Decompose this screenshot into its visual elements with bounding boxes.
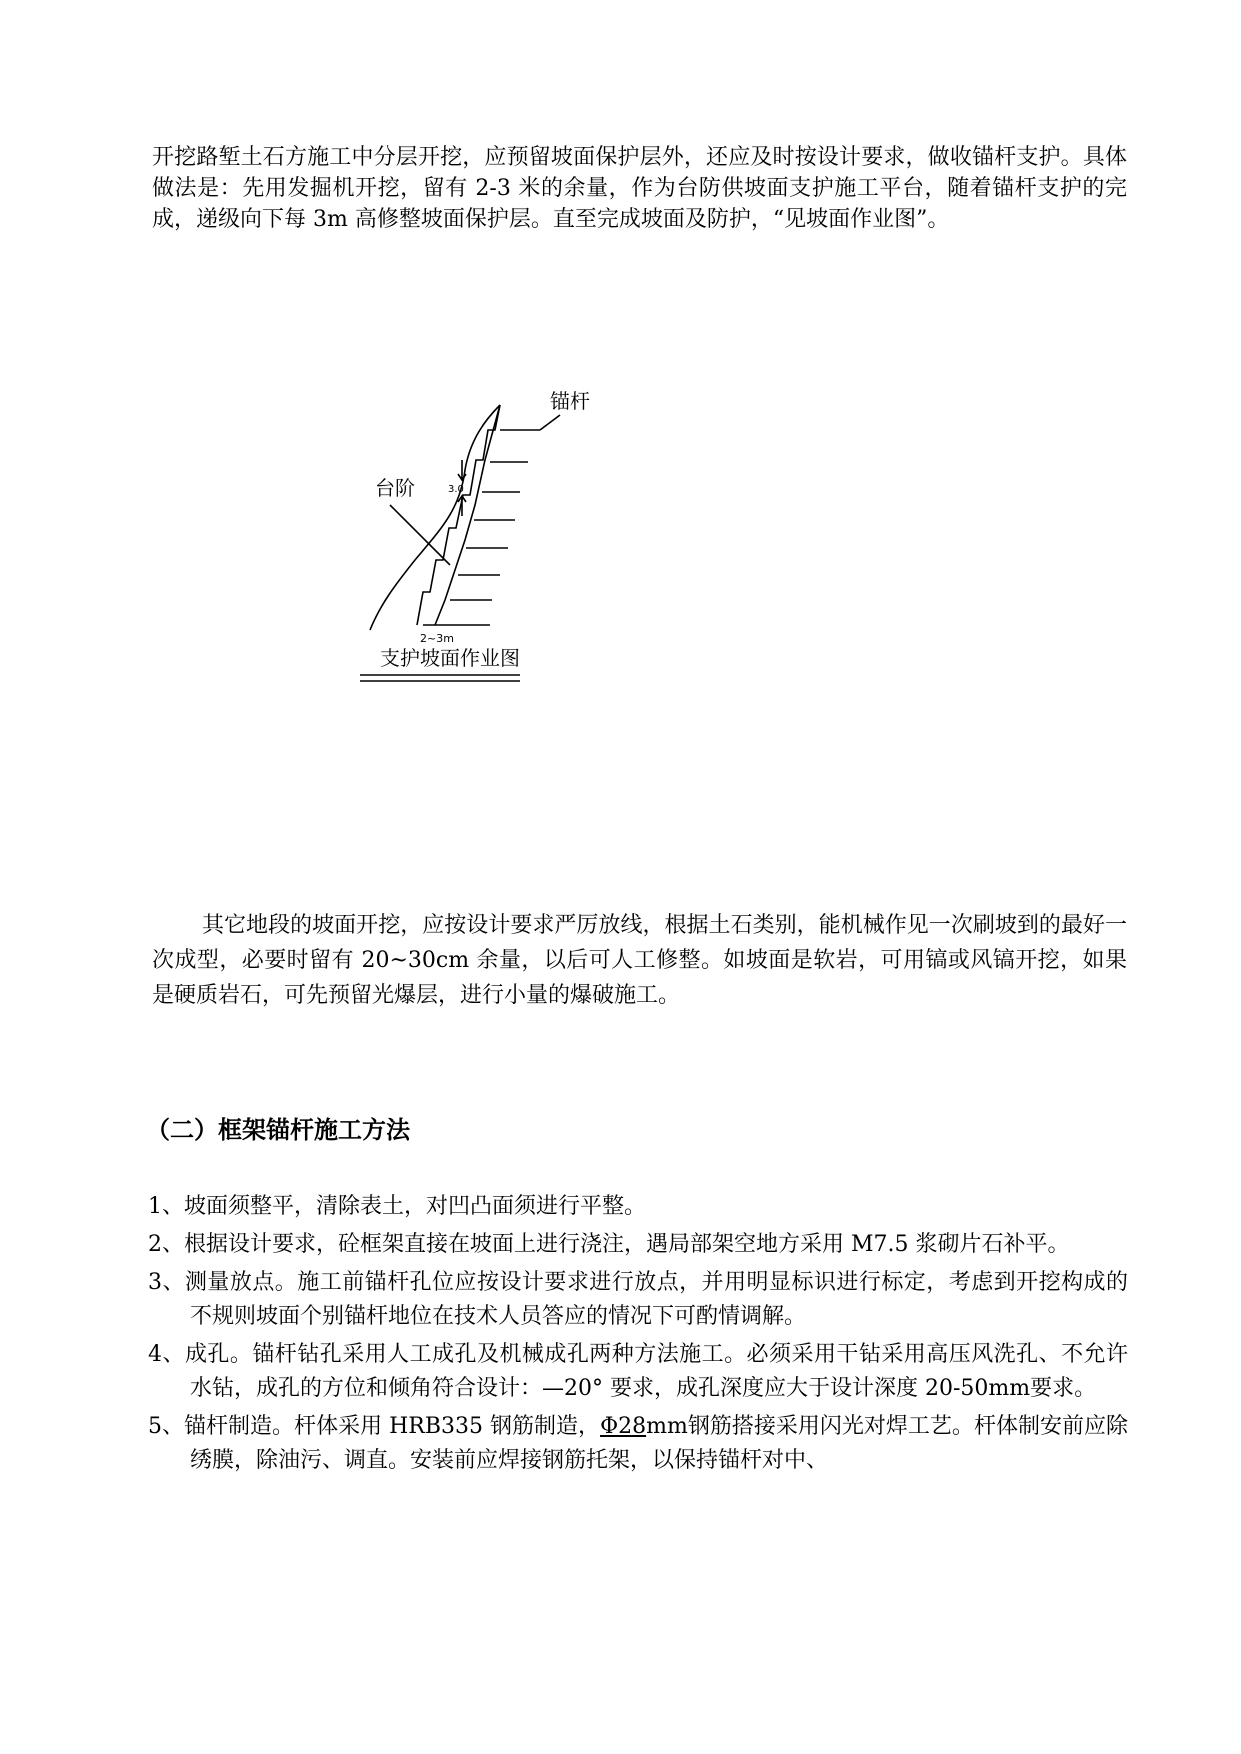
paragraph-other-sections: 其它地段的坡面开挖，应按设计要求严厉放线，根据土石类别，能机械作见一次刷坡到的最好一次成型，必要时留有 20~30cm 余量，以后可人工修整。如坡面是软岩，可用镐或风镐开挖，如果是硬质岩石，可先预留光爆层，进行小量的爆破施工。 <box>152 913 1127 1008</box>
list-item-text: 坡面须整平，清除表土，对凹凸面须进行平整。 <box>184 1194 647 1219</box>
step-label: 台阶 <box>375 476 415 500</box>
anchor-label: 锚杆 <box>550 389 590 413</box>
support-face-line <box>435 405 500 625</box>
list-item-number: 4、 <box>148 1342 185 1367</box>
height-dimension-label: 3.0 <box>448 484 464 495</box>
list-item-text: mm钢筋搭接采用闪光对焊工艺。杆体制安前应除绣膜，除油污、调直。安装前应焊接钢筋托架，以保持锚杆对中、 <box>190 1414 1128 1473</box>
list-item-text: 测量放点。施工前锚杆孔位应按设计要求进行放点，并用明显标识进行标定，考虑到开挖构成的不规则坡面个别锚杆地位在技术人员答应的情况下可酌情调解。 <box>184 1270 1128 1329</box>
list-item-number: 1、 <box>148 1194 184 1219</box>
list-item <box>148 1410 1128 1478</box>
width-dimension-label: 2~3m <box>420 632 454 645</box>
list-item-text: 成孔。锚杆钻孔采用人工成孔及机械成孔两种方法施工。必须采用干钻采用高压风洗孔、不允许水钻，成孔的方位和倾角符合设计：—20° 要求，成孔深度应大于设计深度 20-50mm要求。 <box>184 1342 1128 1401</box>
method-list <box>148 1190 1128 1482</box>
list-item <box>148 1338 1128 1406</box>
paragraph-slope-excavation: 开挖路堑土石方施工中分层开挖，应预留坡面保护层外，还应及时按设计要求，做收锚杆支护。具体做法是：先用发掘机开挖，留有 2-3 米的余量，作为台防供坡面支护施工平台，随着锚杆支护的完成，递级向下每 3m 高修整坡面保护层。直至完成坡面及防护，“见坡面作业图”。 <box>152 145 1127 232</box>
rebar-diameter: Φ28 <box>600 1414 647 1439</box>
ground-profile-line <box>370 405 500 630</box>
list-item <box>148 1190 1128 1224</box>
list-item-number: 2、 <box>148 1232 184 1257</box>
list-item-number: 3、 <box>148 1270 185 1295</box>
list-item-number: 5、 <box>148 1414 185 1439</box>
step-leader-line <box>390 505 450 565</box>
slope-support-diagram <box>375 389 670 780</box>
section-heading: （二）框架锚杆施工方法 <box>146 1115 410 1144</box>
list-item-text: 根据设计要求，砼框架直接在坡面上进行浇注，遇局部架空地方采用 M7.5 浆砌片石补平。 <box>184 1232 1070 1257</box>
list-item <box>148 1228 1128 1262</box>
anchor-leader-line <box>540 415 560 430</box>
stepped-slope-line <box>417 405 500 625</box>
figure-caption: 支护坡面作业图 <box>380 646 520 670</box>
list-item-text: 锚杆制造。杆体采用 HRB335 钢筋制造， <box>184 1414 601 1439</box>
list-item <box>148 1266 1128 1334</box>
